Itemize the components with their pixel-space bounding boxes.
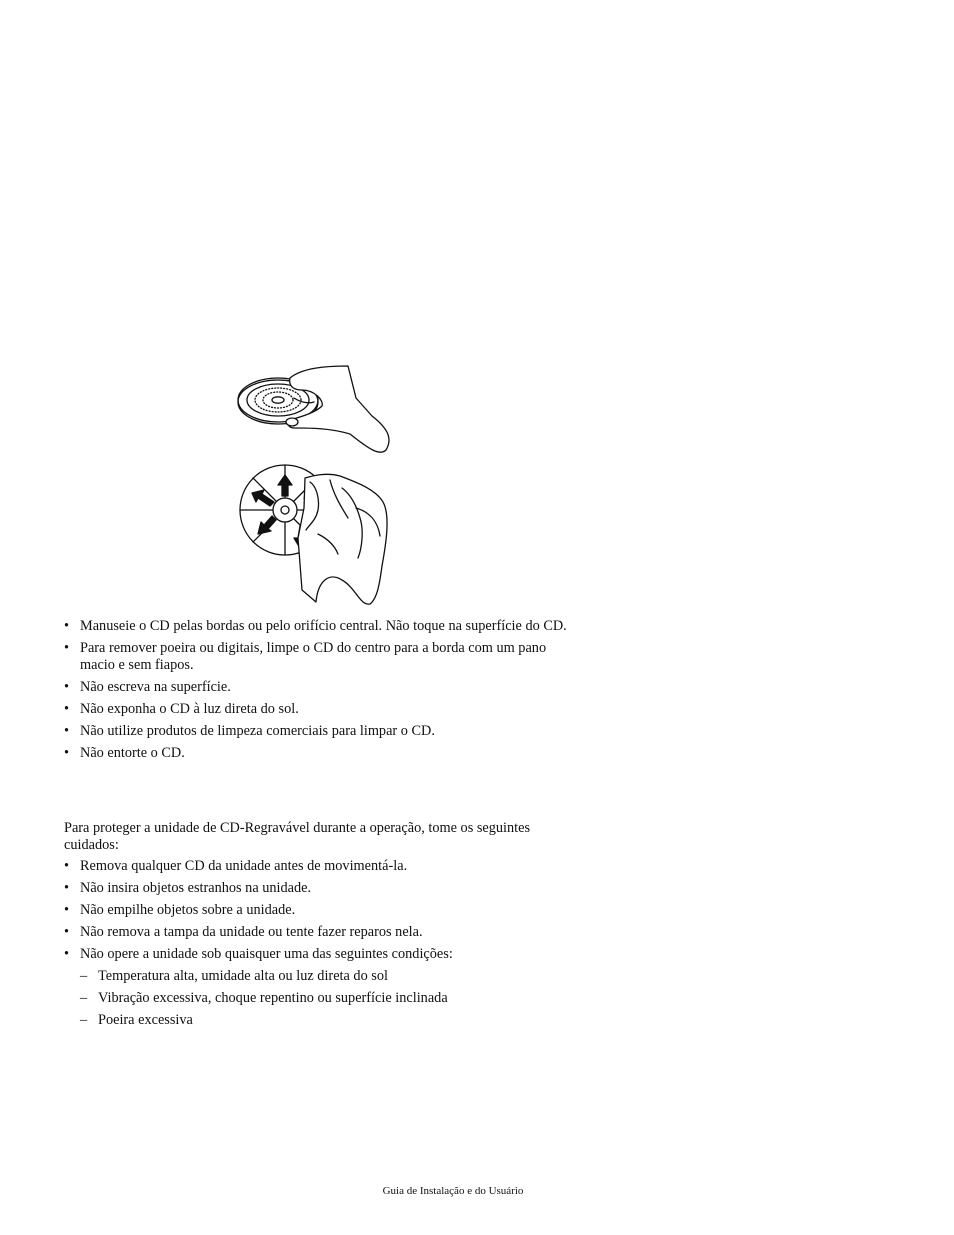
cd-handling-list	[64, 618, 574, 762]
list-item: • Não empilhe objetos sobre a unidade.	[64, 902, 574, 919]
list-item: • Não entorte o CD.	[64, 745, 574, 762]
list-item: • Não remova a tampa da unidade ou tente fazer reparos nela.	[64, 924, 574, 941]
sublist-item: – Vibração excessiva, choque repentino ou superfície inclinada	[80, 990, 574, 1007]
list-item-with-conditions	[64, 946, 574, 1029]
list-item: • Não escreva na superfície.	[64, 679, 574, 696]
cd-held-by-edge-drawing	[238, 366, 389, 452]
cd-handling-illustration	[230, 358, 400, 608]
list-item: • Não insira objetos estranhos na unidade.	[64, 880, 574, 897]
cd-handling-guidelines	[64, 618, 574, 767]
list-item: • Remova qualquer CD da unidade antes de movimentá-la.	[64, 858, 574, 875]
page-footer	[0, 1185, 954, 1197]
list-item: • Não utilize produtos de limpeza comerciais para limpar o CD.	[64, 723, 574, 740]
sublist-item: – Poeira excessiva	[80, 1012, 574, 1029]
list-item-text: Não opere a unidade sob quaisquer uma das seguintes condições:	[80, 946, 453, 962]
list-item: • Para remover poeira ou digitais, limpe o CD do centro para a borda com um pano macio e sem fiapos.	[64, 640, 574, 674]
drive-care-list	[64, 858, 574, 1029]
cd-cleaning-drawing	[240, 465, 387, 604]
footer-title: Guia de Instalação e do Usuário	[382, 1185, 524, 1197]
drive-care-section	[64, 820, 574, 1034]
conditions-sublist	[80, 968, 574, 1029]
sublist-item: – Temperatura alta, umidade alta ou luz direta do sol	[80, 968, 574, 985]
drive-care-intro: Para proteger a unidade de CD-Regravável durante a operação, tome os seguintes cuidados:	[64, 820, 531, 853]
list-item: • Não exponha o CD à luz direta do sol.	[64, 701, 574, 718]
list-item: • Manuseie o CD pelas bordas ou pelo orifício central. Não toque na superfície do CD.	[64, 618, 574, 635]
